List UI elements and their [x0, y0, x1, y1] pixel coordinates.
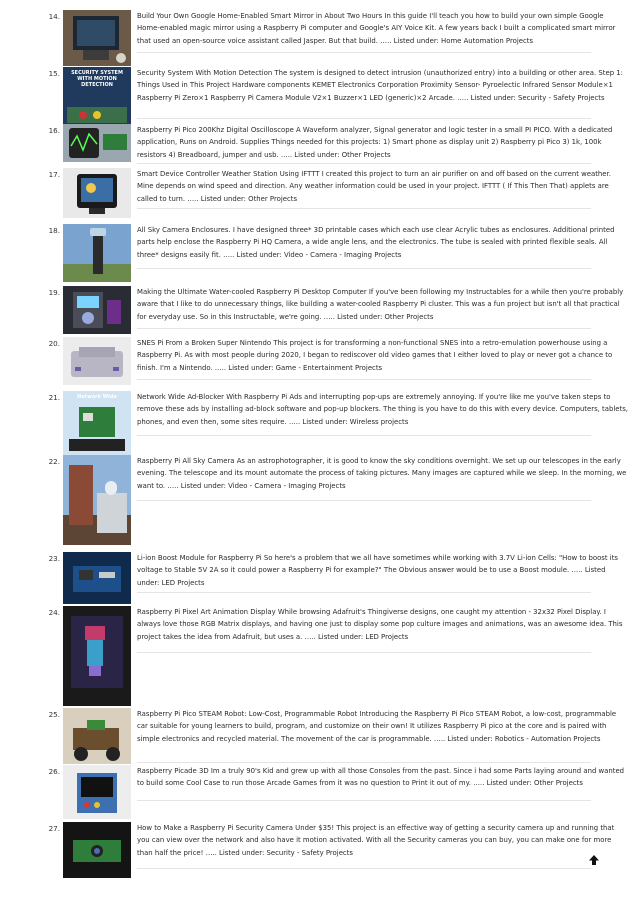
item-number: 27.: [48, 824, 60, 833]
smart-mirror-thumbnail[interactable]: [63, 10, 131, 66]
project-description-link[interactable]: Security System With Motion Detection The system is designed to detect intrusion (unauthorized entry) into a building or other area. Step 1: Things Used in This Project Hardware components KEMET Electronics Corporation Proximity Sensor- Pyroelectic Infrared Sensor Module×1 Raspberry Pi Zero×1 Raspberry Pi Camera Module V2×1 Buzzer×1 LED (generic)×2 Arcade. ….. Listed under: Security - Safety Projects: [137, 69, 623, 102]
item-divider: [137, 163, 591, 164]
project-description-link[interactable]: SNES Pi From a Broken Super Nintendo This project is for transforming a non-functional SNES into a retro-emulation powerhouse using a Raspberry Pi. As with most people during 2020, I began to rediscover old video games that I either loved to play or never got a chance to finish. I'm a Nintendo. ….. Listed under: Game - Entertainment Projects: [137, 339, 613, 372]
project-description-link[interactable]: Build Your Own Google Home-Enabled Smart Mirror in About Two Hours In this guide I'll teach you how to build your own simple Google Home-enabled magic mirror using a Raspberry Pi computer and Google's AIY Voice Kit. A few years back I built a complicated smart mirror that used an open-source voice assistant called Jasper. But that build. ….. Listed under: Home Automation Projects: [137, 12, 616, 45]
security-camera-thumbnail[interactable]: [63, 822, 131, 878]
project-description-link[interactable]: Raspberry Pi Pico STEAM Robot: Low-Cost, Programmable Robot Introducing the Raspberry Pi Pico STEAM Robot, a low-cost, programmable car suitable for young learners to build, program, and customize on their own! It utilizes Raspberry Pi pico at the core and is paired with simple electronics and recycled material. The movement of the car is programmable. ….. Listed under: Robotics - Automation Projects: [137, 710, 617, 743]
project-description-link[interactable]: Raspberry Picade 3D Im a truly 90's Kid and grew up with all those Consoles from the past. Since i had some Parts laying around and wanted to build some Cool Case to run those Arcade Games from it was no question to Print it out of my. ….. Listed under: Other Projects: [137, 767, 625, 788]
item-divider: [137, 268, 591, 269]
item-number: 18.: [48, 226, 60, 235]
project-description-link[interactable]: All Sky Camera Enclosures. I have designed three* 3D printable cases which each use clear Acrylic tubes as enclosures. Additional printed parts help enclose the Raspberry Pi HQ Camera, a wide angle lens, and the electronics. The tube is sealed with printed flexible seals. All three* designs easily fit. ….. Listed under: Video - Camera - Imaging Projects: [137, 226, 615, 259]
item-divider: [137, 208, 591, 209]
item-number: 21.: [48, 393, 60, 402]
item-divider: [137, 762, 591, 763]
thumbnail-caption: SECURITY SYSTEM WITH MOTION DETECTION: [71, 70, 123, 88]
item-divider: [137, 652, 591, 653]
item-divider: [137, 435, 591, 436]
snes-thumbnail[interactable]: [63, 337, 131, 385]
security-system-thumbnail[interactable]: [63, 67, 131, 125]
item-number: 24.: [48, 608, 60, 617]
item-divider: [137, 868, 591, 869]
project-description-link[interactable]: Raspberry Pi Pixel Art Animation Display While browsing Adafruit's Thingiverse designs, one caught my attention - 32x32 Pixel Display. I always love those RGB Matrix displays, and having one just to display some pop culture images and animations, was an awesome idea. This project takes the idea from Adafruit, but uses a. ….. Listed under: LED Projects: [137, 608, 623, 641]
pixel-art-display-thumbnail[interactable]: [63, 606, 131, 706]
item-divider: [137, 328, 591, 329]
item-number: 16.: [48, 126, 60, 135]
project-description-link[interactable]: Raspberry Pi Pico 200Khz Digital Oscilloscope A Waveform analyzer, Signal generator and logic tester in a small PI PICO. With a dedicated application, Runs on Android. Supplies Things needed for this projects: 1) Smart phone as display unit 2) Raspberry pi Pico 3) 1k, 100k resistors 4) Breadboard, jumper and usb. ….. Listed under: Other Projects: [137, 126, 613, 159]
item-divider: [137, 52, 591, 53]
water-cooled-pc-thumbnail[interactable]: [63, 286, 131, 334]
weather-station-thumbnail[interactable]: [63, 168, 131, 218]
oscilloscope-thumbnail[interactable]: [63, 124, 131, 162]
project-description-link[interactable]: Network Wide Ad-Blocker With Raspberry Pi Ads and interrupting pop-ups are extremely annoying. If you're like me you've taken steps to remove these ads by installing ad-block software and pop-up blockers. The thing is you have to do this with every device. Computers, tablets, phones, and even then, some sites require. ….. Listed under: Wireless projects: [137, 393, 628, 426]
item-divider: [137, 592, 591, 593]
item-number: 19.: [48, 288, 60, 297]
item-number: 14.: [48, 12, 60, 21]
item-number: 17.: [48, 170, 60, 179]
project-description-link[interactable]: How to Make a Raspberry Pi Security Camera Under $35! This project is an effective way of getting a security camera up and running that you can view over the network and also have it motion activated. With all the Security cameras you can buy, you can make one for more than half the price! ….. Listed under: Security - Safety Projects: [137, 824, 615, 857]
arrow-up-icon: [588, 854, 600, 866]
item-divider: [137, 500, 591, 501]
project-description-link[interactable]: Raspberry Pi All Sky Camera As an astrophotographer, it is good to know the sky conditions overnight. We set up our telescopes in the early evening. The telescope and its mount automate the process of taking pictures. Many images are captured while we sleep. In the morning, we want to. ….. Listed under: Video - Camera - Imaging Projects: [137, 457, 627, 490]
all-sky-camera-thumbnail[interactable]: [63, 455, 131, 545]
item-divider: [137, 800, 591, 801]
item-number: 20.: [48, 339, 60, 348]
item-divider: [137, 379, 591, 380]
back-to-top-button[interactable]: [588, 851, 600, 863]
item-number: 22.: [48, 457, 60, 466]
item-number: 23.: [48, 554, 60, 563]
thumbnail-caption: Network Wide: [77, 394, 117, 400]
project-description-link[interactable]: Making the Ultimate Water-cooled Raspberry Pi Desktop Computer If you've been following my Instructables for a while then you're probably aware that I like to do unnecessary things, like building a water-cooled Raspberry Pi cluster. This was a fun project but isn't all that practical for everyday use. So in this Instructable, we're going. ….. Listed under: Other Projects: [137, 288, 624, 321]
sky-camera-enclosure-thumbnail[interactable]: [63, 224, 131, 282]
item-number: 25.: [48, 710, 60, 719]
item-divider: [137, 118, 591, 119]
steam-robot-thumbnail[interactable]: [63, 708, 131, 764]
item-number: 15.: [48, 69, 60, 78]
project-description-link[interactable]: Smart Device Controller Weather Station Using IFTTT I created this project to turn an air purifier on and off based on the current weather. Mine depends on wind speed and direction. Any weather information could be used in your project. IFTTT ( If This Then That) applets are called to turn. ….. Listed under: Other Projects: [137, 170, 611, 203]
picade-thumbnail[interactable]: [63, 765, 131, 819]
project-description-link[interactable]: Li-ion Boost Module for Raspberry Pi So here's a problem that we all have sometimes while working with 3.7V Li-ion Cells: "How to boost its voltage to Stable 5V 2A so it could power a Raspberry Pi for example?" The Obvious answer would be to use a Boost module. ….. Listed under: LED Projects: [137, 554, 618, 587]
ad-blocker-thumbnail[interactable]: [63, 391, 131, 455]
boost-module-thumbnail[interactable]: [63, 552, 131, 604]
item-number: 26.: [48, 767, 60, 776]
